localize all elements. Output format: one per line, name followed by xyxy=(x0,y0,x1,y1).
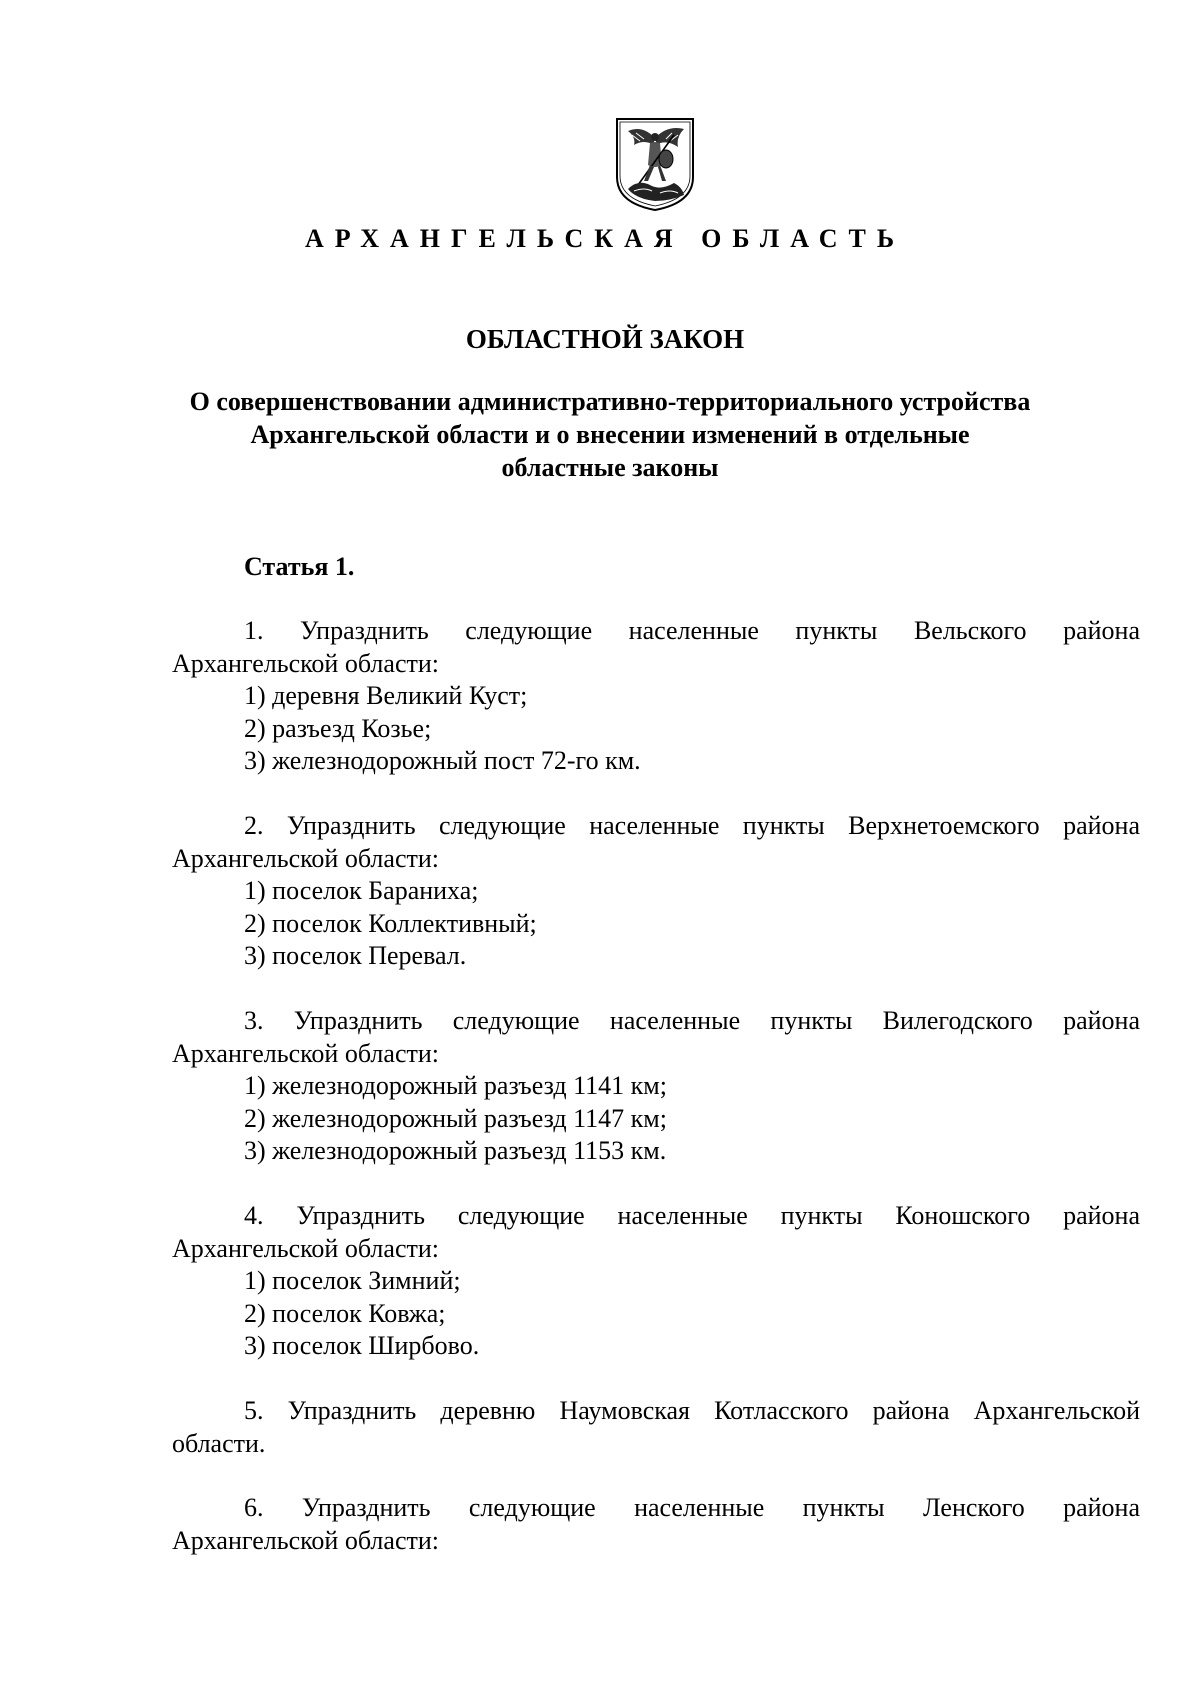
paragraph-text: Архангельской области: xyxy=(172,1525,439,1555)
list-item: 2) железнодорожный разъезд 1147 км; xyxy=(244,1103,667,1133)
paragraph-text: 5. Упразднить деревню Наумовская Котласского района Архангельской xyxy=(244,1396,1140,1425)
list-item: 3) поселок Ширбово. xyxy=(244,1331,480,1360)
law-title-line: О совершенствовании административно-территориального устройства xyxy=(189,387,1031,416)
coat-of-arms-icon xyxy=(614,115,696,213)
paragraph xyxy=(172,1200,1140,1363)
list-item: 1) деревня Великий Куст; xyxy=(244,681,528,710)
paragraph-text: 4. Упразднить следующие населенные пункты Коношского района xyxy=(244,1201,1140,1230)
paragraph-text: Архангельской области: xyxy=(172,1233,439,1263)
article-heading: Статья 1. xyxy=(244,552,355,581)
paragraph xyxy=(172,1395,1140,1460)
list-item: 2) поселок Ковжа; xyxy=(244,1298,446,1328)
list-item: 1) поселок Бараниха; xyxy=(244,876,479,905)
paragraph-text: Архангельской области: xyxy=(172,648,439,678)
list-item: 3) железнодорожный разъезд 1153 км. xyxy=(244,1136,667,1165)
list-item: 2) поселок Коллективный; xyxy=(244,908,537,938)
paragraph xyxy=(172,810,1140,973)
list-item: 1) поселок Зимний; xyxy=(244,1266,461,1295)
paragraph-text: 6. Упразднить следующие населенные пункты Ленского района xyxy=(244,1493,1140,1522)
list-item: 2) разъезд Козье; xyxy=(244,713,432,743)
paragraph-text: Архангельской области: xyxy=(172,843,439,873)
document-type: ОБЛАСТНОЙ ЗАКОН xyxy=(465,324,745,354)
list-item: 3) поселок Перевал. xyxy=(244,941,467,970)
law-title-line: Архангельской области и о внесении изменений в отдельные xyxy=(250,420,970,449)
law-title xyxy=(150,385,1070,484)
paragraph-text: Архангельской области: xyxy=(172,1038,439,1068)
region-name: АРХАНГЕЛЬСКАЯ ОБЛАСТЬ xyxy=(304,224,906,253)
list-item: 3) железнодорожный пост 72-го км. xyxy=(244,746,641,775)
paragraph-text: 1. Упразднить следующие населенные пункты Вельского района xyxy=(244,616,1140,645)
law-title-line: областные законы xyxy=(501,453,719,482)
paragraph xyxy=(172,1005,1140,1168)
paragraph xyxy=(172,1492,1140,1557)
paragraph-text: 3. Упразднить следующие населенные пункты Вилегодского района xyxy=(244,1006,1140,1035)
list-item: 1) железнодорожный разъезд 1141 км; xyxy=(244,1071,667,1100)
paragraph-text: 2. Упразднить следующие населенные пункты Верхнетоемского района xyxy=(244,811,1140,840)
paragraph-text: области. xyxy=(172,1428,266,1458)
paragraph xyxy=(172,615,1140,778)
